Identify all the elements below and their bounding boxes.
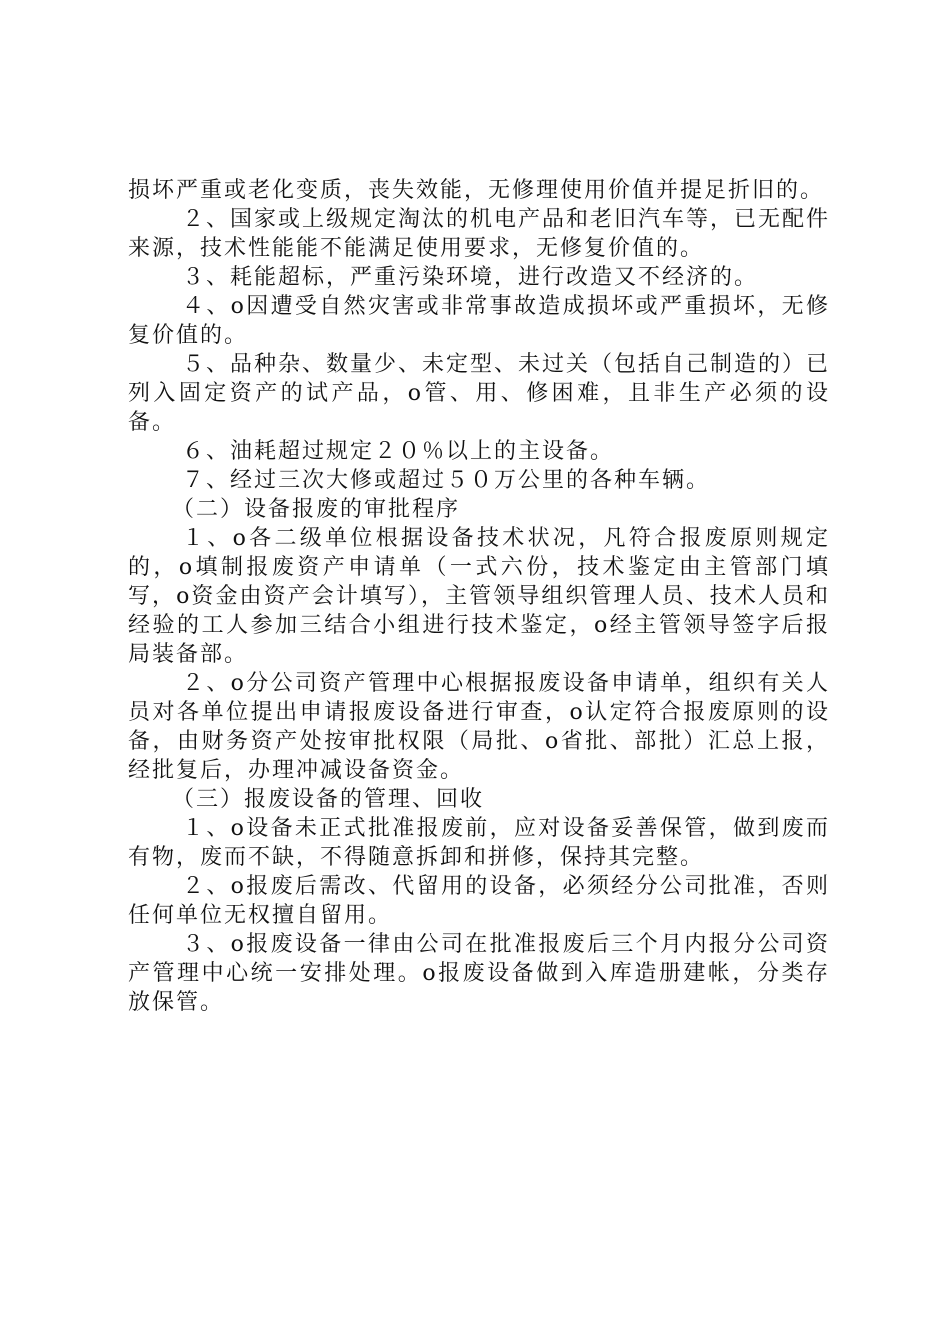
paragraph-item-2: ２、国家或上级规定淘汰的机电产品和老旧汽车等，已无配件来源，技术性能能不能满足使用要求，无修复价值的。 [128,207,831,261]
paragraph-continuation: 损坏严重或老化变质，丧失效能，无修理使用价值并提足折旧的。 [128,178,825,203]
paragraph-management-1: １、o设备未正式批准报废前，应对设备妥善保管，做到废而有物，废而不缺，不得随意拆卸和拼修，保持其完整。 [128,816,830,870]
paragraph-management-2: ２、o报废后需改、代留用的设备，必须经分公司批准，否则任何单位无权擅自留用。 [128,874,830,928]
paragraph-management-3: ３、o报废设备一律由公司在批准报废后三个月内报分公司资产管理中心统一安排处理。o报废设备做到入库造册建帐，分类存放保管。 [128,932,830,1015]
document-body [128,176,830,1017]
paragraph-item-7: ７、经过三次大修或超过５０万公里的各种车辆。 [182,468,711,493]
paragraph-approval-1: １、o各二级单位根据设备技术状况，凡符合报废原则规定的，o填制报废资产申请单（一式六份，技术鉴定由主管部门填写，o资金由资产会计填写），主管领导组织管理人员、技术人员和经验的工人参加三结合小组进行技术鉴定，o经主管领导签字后报局装备部。 [128,526,830,667]
section-heading-management: （三）报废设备的管理、回收 [172,787,485,812]
paragraph-approval-2: ２、o分公司资产管理中心根据报废设备申请单，组织有关人员对各单位提出申请报废设备进行审查，o认定符合报废原则的设备，由财务资产处按审批权限（局批、o省批、部批）汇总上报，经批复后，办理冲减设备资金。 [128,671,830,783]
paragraph-item-5: ５、品种杂、数量少、未定型、未过关（包括自己制造的）已列入固定资产的试产品，o管、用、修困难，且非生产必须的设备。 [128,352,831,435]
paragraph-item-3: ３、耗能超标，严重污染环境，进行改造又不经济的。 [182,265,759,290]
paragraph-item-6: ６、油耗超过规定２０％以上的主设备。 [182,439,615,464]
paragraph-item-4: ４、o因遭受自然灾害或非常事故造成损坏或严重损坏，无修复价值的。 [128,294,830,348]
section-heading-approval: （二）设备报废的审批程序 [172,497,461,522]
